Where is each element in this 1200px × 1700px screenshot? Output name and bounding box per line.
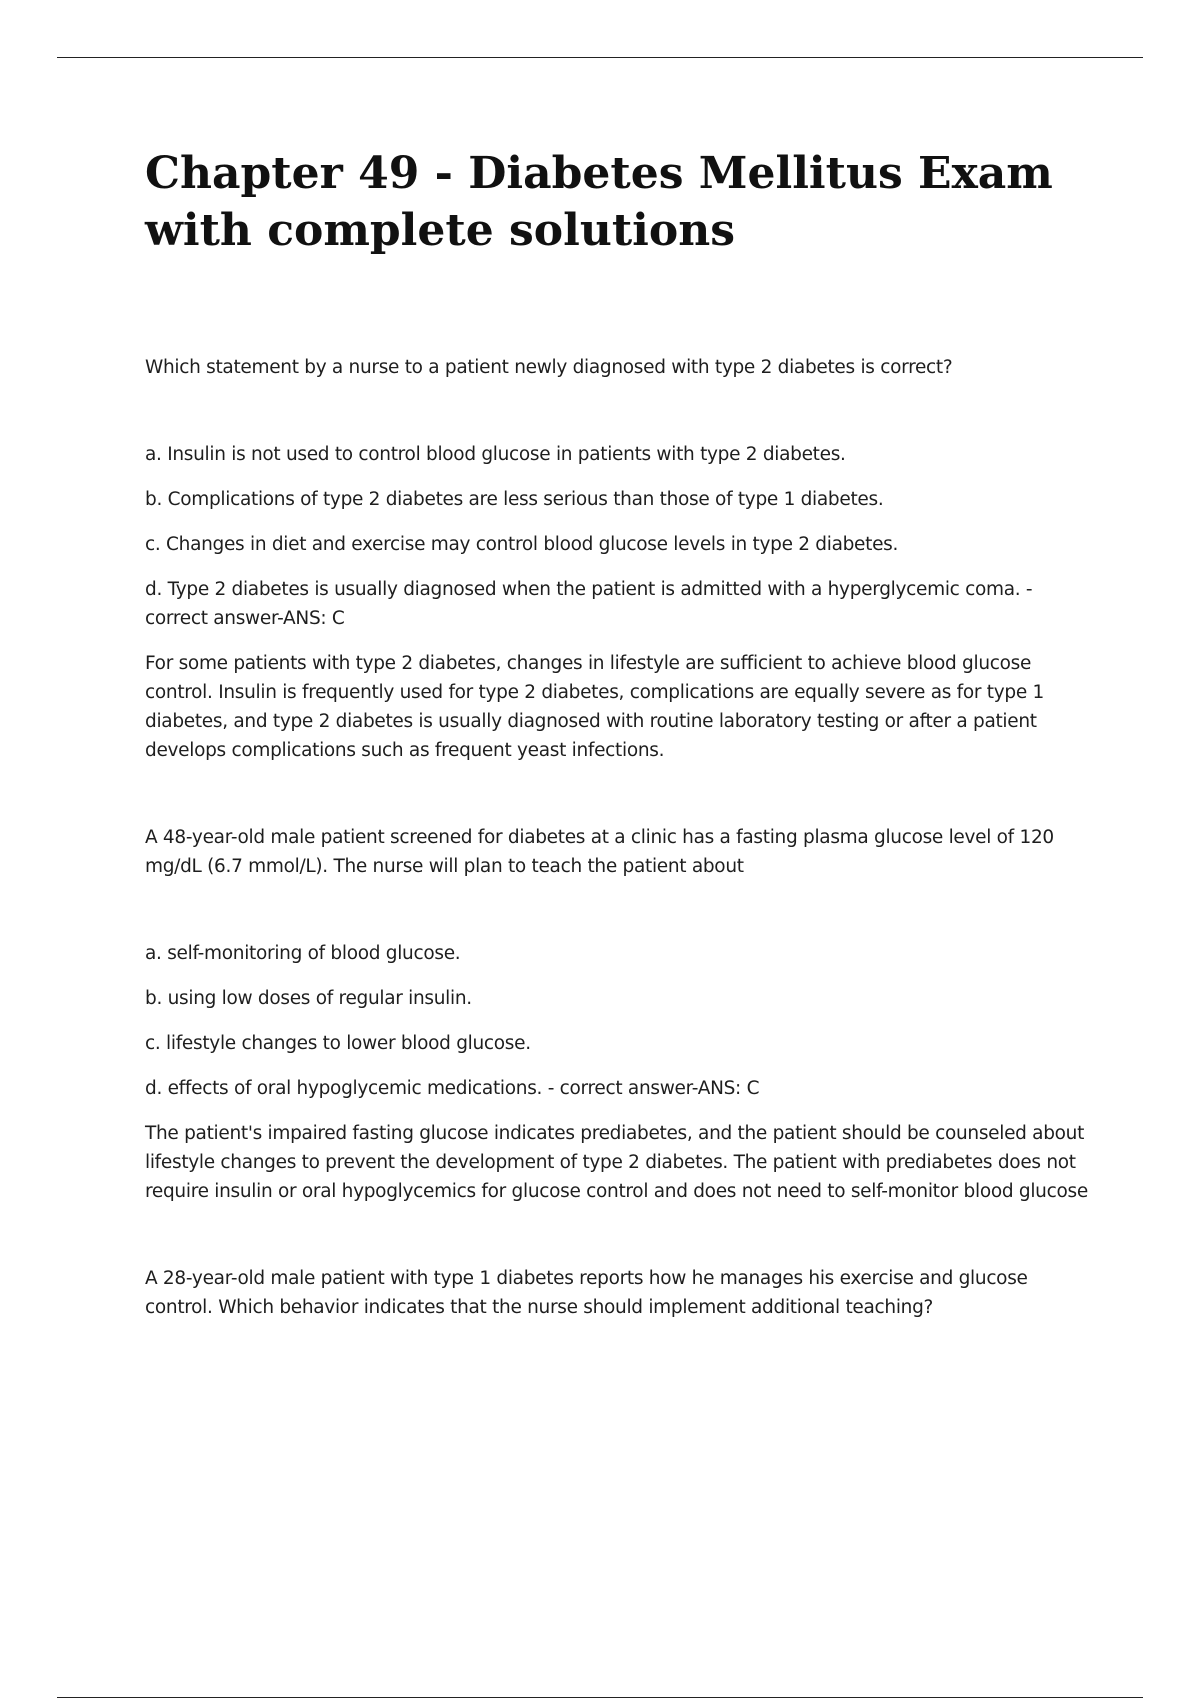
question-1-rationale: For some patients with type 2 diabetes, changes in lifestyle are sufficient to achieve blood glucose control. Insulin is frequently used for type 2 diabetes, complications are equally severe as for type 1 diabetes, and type 2 diabetes is usually diagnosed with routine laboratory testing or after a patient develops complications such as frequent yeast infections. — [145, 653, 1044, 761]
question-1-option-d-answer: d. Type 2 diabetes is usually diagnosed when the patient is admitted with a hyperglycemic coma. - correct answer-ANS: C — [145, 579, 1033, 629]
bottom-rule — [57, 1697, 1143, 1698]
question-2 — [145, 823, 1090, 1206]
question-2-stem: A 48-year-old male patient screened for diabetes at a clinic has a fasting plasma glucose level of 120 mg/dL (6.7 mmol/L). The nurse will plan to teach the patient about — [145, 827, 1054, 877]
question-3 — [145, 1264, 1090, 1322]
page-content — [145, 145, 1090, 1322]
question-3-stem: A 28-year-old male patient with type 1 diabetes reports how he manages his exercise and glucose control. Which behavior indicates that the nurse should implement additional teaching? — [145, 1268, 1028, 1318]
question-1-option-c: c. Changes in diet and exercise may control blood glucose levels in type 2 diabetes. — [145, 534, 899, 555]
question-2-rationale: The patient's impaired fasting glucose indicates prediabetes, and the patient should be counseled about lifestyle changes to prevent the development of type 2 diabetes. The patient with prediabetes does not require insulin or oral hypoglycemics for glucose control and does not need to self-monitor blood glucose — [145, 1123, 1088, 1202]
question-2-option-b: b. using low doses of regular insulin. — [145, 988, 472, 1009]
question-2-option-c: c. lifestyle changes to lower blood glucose. — [145, 1033, 531, 1054]
question-1-option-b: b. Complications of type 2 diabetes are less serious than those of type 1 diabetes. — [145, 489, 884, 510]
question-1-stem: Which statement by a nurse to a patient newly diagnosed with type 2 diabetes is correct? — [145, 357, 953, 378]
top-rule — [57, 57, 1143, 58]
question-1-option-a: a. Insulin is not used to control blood glucose in patients with type 2 diabetes. — [145, 444, 846, 465]
question-2-option-d-answer: d. effects of oral hypoglycemic medications. - correct answer-ANS: C — [145, 1078, 760, 1099]
document-title: Chapter 49 - Diabetes Mellitus Exam with complete solutions — [145, 148, 1053, 256]
question-1 — [145, 353, 1090, 765]
question-2-option-a: a. self-monitoring of blood glucose. — [145, 943, 461, 964]
